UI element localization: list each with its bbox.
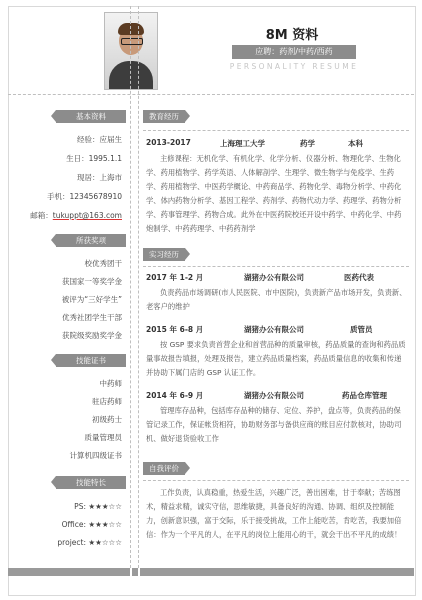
internship-title: 实习经历 <box>143 248 185 261</box>
section-divider <box>143 266 409 267</box>
skill-ps <box>74 502 122 511</box>
email-field <box>30 210 122 221</box>
self-eval-title: 自我评价 <box>143 462 185 475</box>
star-rating: ★★★☆☆ <box>88 502 122 511</box>
phone-field: 手机：12345678910 <box>47 192 122 201</box>
section-divider <box>143 130 409 131</box>
edu-description: 主修课程：无机化学、有机化学、化学分析、仪器分析、物理化学、生物化学、药用植物学、药学英语、人体解剖学、生理学、微生物学与免疫学、生药学、药用植物学、中医药学概论、中药商品学、药物化学、毒物分析学、中药化学、体内药物分析学、基因工程学、药剂学、药物代动力学、药理学、药物分析学、药事管理学、药物合成。此外在中医药院校还开设中药学、中药化学、中药炮制学、中药药理学、中药药剂学 <box>146 154 402 233</box>
intern-role: 医药代表 <box>344 273 374 282</box>
skills-title: 技能特长 <box>56 476 126 489</box>
edu-school: 上海理工大学 <box>220 139 265 148</box>
residence-field: 现居：上海市 <box>77 173 122 182</box>
intern-period: 2015 年 6-8 月 <box>146 325 204 334</box>
resume-subtitle: PERSONALITY RESUME <box>229 62 359 71</box>
intern-description: 负责药品市场调研(市人民医院、市中医院)，负责新产品市场开发，负责新、老客户的维护 <box>146 288 407 311</box>
footer-mark <box>138 568 140 576</box>
intern-company: 湖猪办公有限公司 <box>244 273 304 282</box>
birthday-field: 生日：1995.1.1 <box>66 154 122 163</box>
edu-period: 2013-2017 <box>146 138 191 147</box>
cert-item: 初级药士 <box>92 415 122 424</box>
cert-item: 质量管理员 <box>84 433 122 442</box>
email-label: 邮箱： <box>30 211 53 220</box>
certs-title: 技能证书 <box>56 354 126 367</box>
cert-item: 驻店药师 <box>92 397 122 406</box>
column-divider-2 <box>138 6 139 568</box>
intern-period: 2014 年 6-9 月 <box>146 391 204 400</box>
header-divider <box>8 94 414 95</box>
intern-description: 管理库存品种，包括库存品种的储存、定位、养护，盘点等，负责药品的保管记录工作，保证帐货相符，协助财务部与备供应商的账目应付款核对，协助司机、做好退货验收工作 <box>146 406 402 443</box>
edu-major: 药学 <box>300 139 315 148</box>
cert-item: 计算机四级证书 <box>69 451 122 460</box>
email-link[interactable]: tukuppt@163.com <box>52 211 122 220</box>
intern-company: 湖猪办公有限公司 <box>244 325 304 334</box>
award-item: 被评为“三好学生” <box>61 295 122 304</box>
award-item: 获院级奖励奖学金 <box>62 331 122 340</box>
star-rating: ★★☆☆☆ <box>88 538 122 547</box>
skill-project <box>57 538 122 547</box>
award-item: 优秀社团学生干部 <box>62 313 122 322</box>
star-rating: ★★★☆☆ <box>88 520 122 529</box>
education-title: 教育经历 <box>143 110 185 123</box>
basic-info-title: 基本资料 <box>56 110 126 123</box>
profile-photo <box>104 12 158 90</box>
cert-item: 中药师 <box>99 379 122 388</box>
footer-bar <box>8 568 414 576</box>
column-divider <box>130 6 131 568</box>
skill-label: project: <box>57 538 86 547</box>
section-divider <box>143 480 409 481</box>
awards-title: 所获奖项 <box>56 234 126 247</box>
edu-degree: 本科 <box>348 139 363 148</box>
apply-position: 应聘：药剂/中药/西药 <box>232 45 356 59</box>
experience-field: 经验：应届生 <box>77 135 122 144</box>
intern-description: 按 GSP 要求负责首营企业和首营品种的质量审核，药品质量的查询和药品质量事故报告填报，处理及报告，建立药品质量档案，药品质量信息的收集和传递并协助下属门店的 GSP 认证工作。 <box>146 340 406 377</box>
candidate-name: 8M 资料 <box>265 28 319 43</box>
footer-mark <box>130 568 132 576</box>
intern-period: 2017 年 1-2 月 <box>146 273 204 282</box>
award-item: 校优秀团干 <box>84 259 122 268</box>
award-item: 获国家一等奖学金 <box>62 277 122 286</box>
self-eval-description: 工作负责，认真稳重，热爱生活，兴趣广泛，善出困难，甘于奉献；苦练图术，精益求精，诚实守信，思维敏捷，具备良好的沟通、协调、组织及控制能力，创新意识强，富于交际，乐于接受挑战，工作上能吃苦，肯吃苦，我要加倍信：作为一个平凡的人，在平凡的岗位上能用心的干，就会干出不平凡的成绩！ <box>146 488 402 539</box>
skill-office <box>62 520 122 529</box>
intern-role: 药品仓库管理 <box>342 391 387 400</box>
intern-role: 质管员 <box>350 325 373 334</box>
intern-company: 湖猪办公有限公司 <box>244 391 304 400</box>
skill-label: PS: <box>74 502 86 511</box>
skill-label: Office: <box>61 520 86 529</box>
